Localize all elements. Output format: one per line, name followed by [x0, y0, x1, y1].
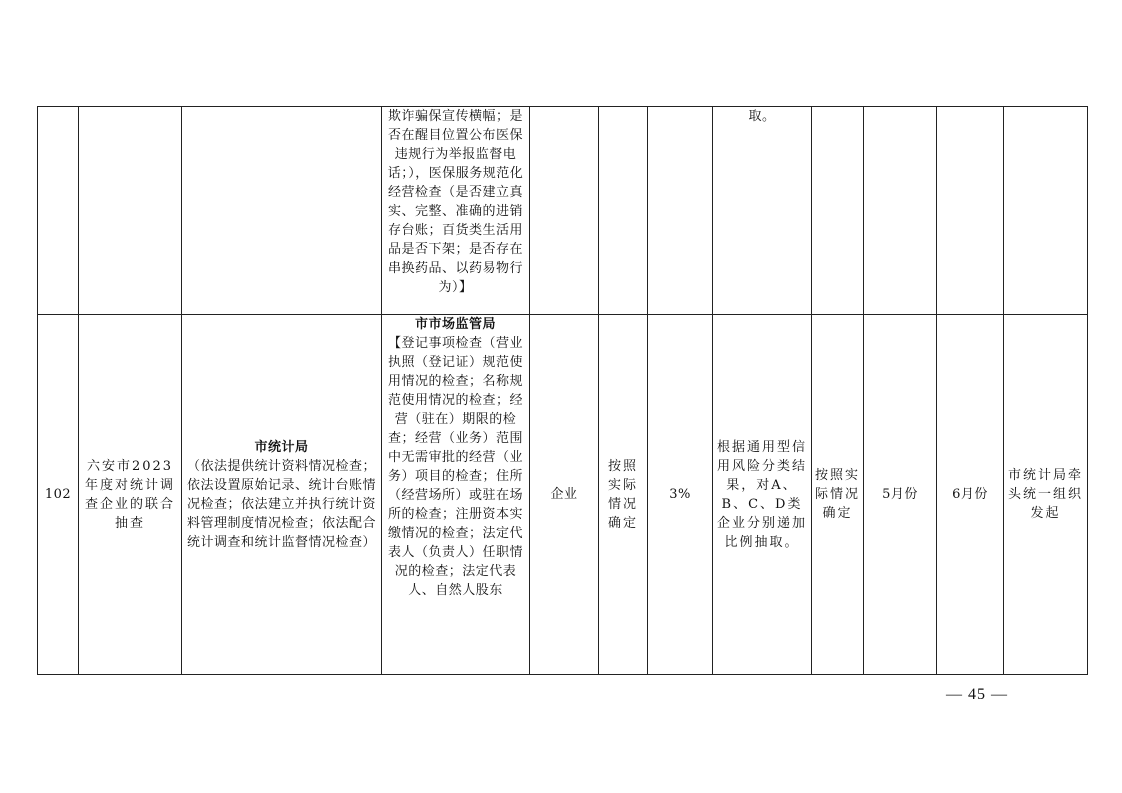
cell-quantity: 按照实际情况确定 [599, 315, 648, 675]
joint-dept-text: 【登记事项检查（营业执照（登记证）规范使用情况的检查；名称规范使用情况的检查；经营（驻在）期限的检查；经营（业务）范围中无需审批的经营（业务）项目的检查；住所（经营场所）或驻在场所的检查；注册资本实缴情况的检查；法定代表人（负责人）任职情况的检查；法定代表人、自然人股东 [387, 336, 523, 598]
cell-quantity [599, 107, 648, 315]
cell-frequency: 按照实际情况确定 [812, 315, 864, 675]
joint-dept-text: 欺诈骗保宣传横幅；是否在醒目位置公布医保违规行为举报监督电话；），医保服务规范化经营检查（是否建立真实、完整、准确的进销存台账；百货类生活用品是否下架；是否存在串换药品、以药易物行为）】 [387, 109, 524, 295]
joint-dept-title: 市市场监管局 [414, 317, 496, 332]
cell-end [937, 107, 1004, 315]
table-row [38, 315, 1088, 675]
cell-method: 根据通用型信用风险分类结果，对A、B、C、D类企业分别递加比例抽取。 [713, 315, 812, 675]
cell-end: 6月份 [937, 315, 1004, 675]
page-number: — 45 — [946, 686, 1008, 703]
cell-remark: 市统计局牵头统一组织发起 [1004, 315, 1088, 675]
cell-remark [1004, 107, 1088, 315]
table-row [38, 107, 1088, 315]
dept-title: 市统计局 [254, 439, 309, 455]
cell-object [530, 107, 599, 315]
cell-number [38, 107, 79, 315]
dept-text: （依法提供统计资料情况检查；依法设置原始记录、统计台账情况检查；依法建立并执行统计资料管理制度情况检查；依法配合统计调查和统计监督情况检查） [186, 458, 376, 550]
inspection-table [37, 106, 1088, 675]
cell-dept [182, 107, 382, 315]
cell-number: 102 [38, 315, 79, 675]
cell-method: 取。 [713, 107, 812, 315]
cell-ratio [648, 107, 713, 315]
cell-start [864, 107, 937, 315]
cell-object: 企业 [530, 315, 599, 675]
cell-name: 六安市2023年度对统计调查企业的联合抽查 [79, 315, 182, 675]
cell-joint-dept [382, 315, 530, 675]
cell-dept [182, 315, 382, 675]
cell-ratio: 3% [648, 315, 713, 675]
cell-joint-dept [382, 107, 530, 315]
cell-name [79, 107, 182, 315]
cell-start: 5月份 [864, 315, 937, 675]
cell-frequency [812, 107, 864, 315]
